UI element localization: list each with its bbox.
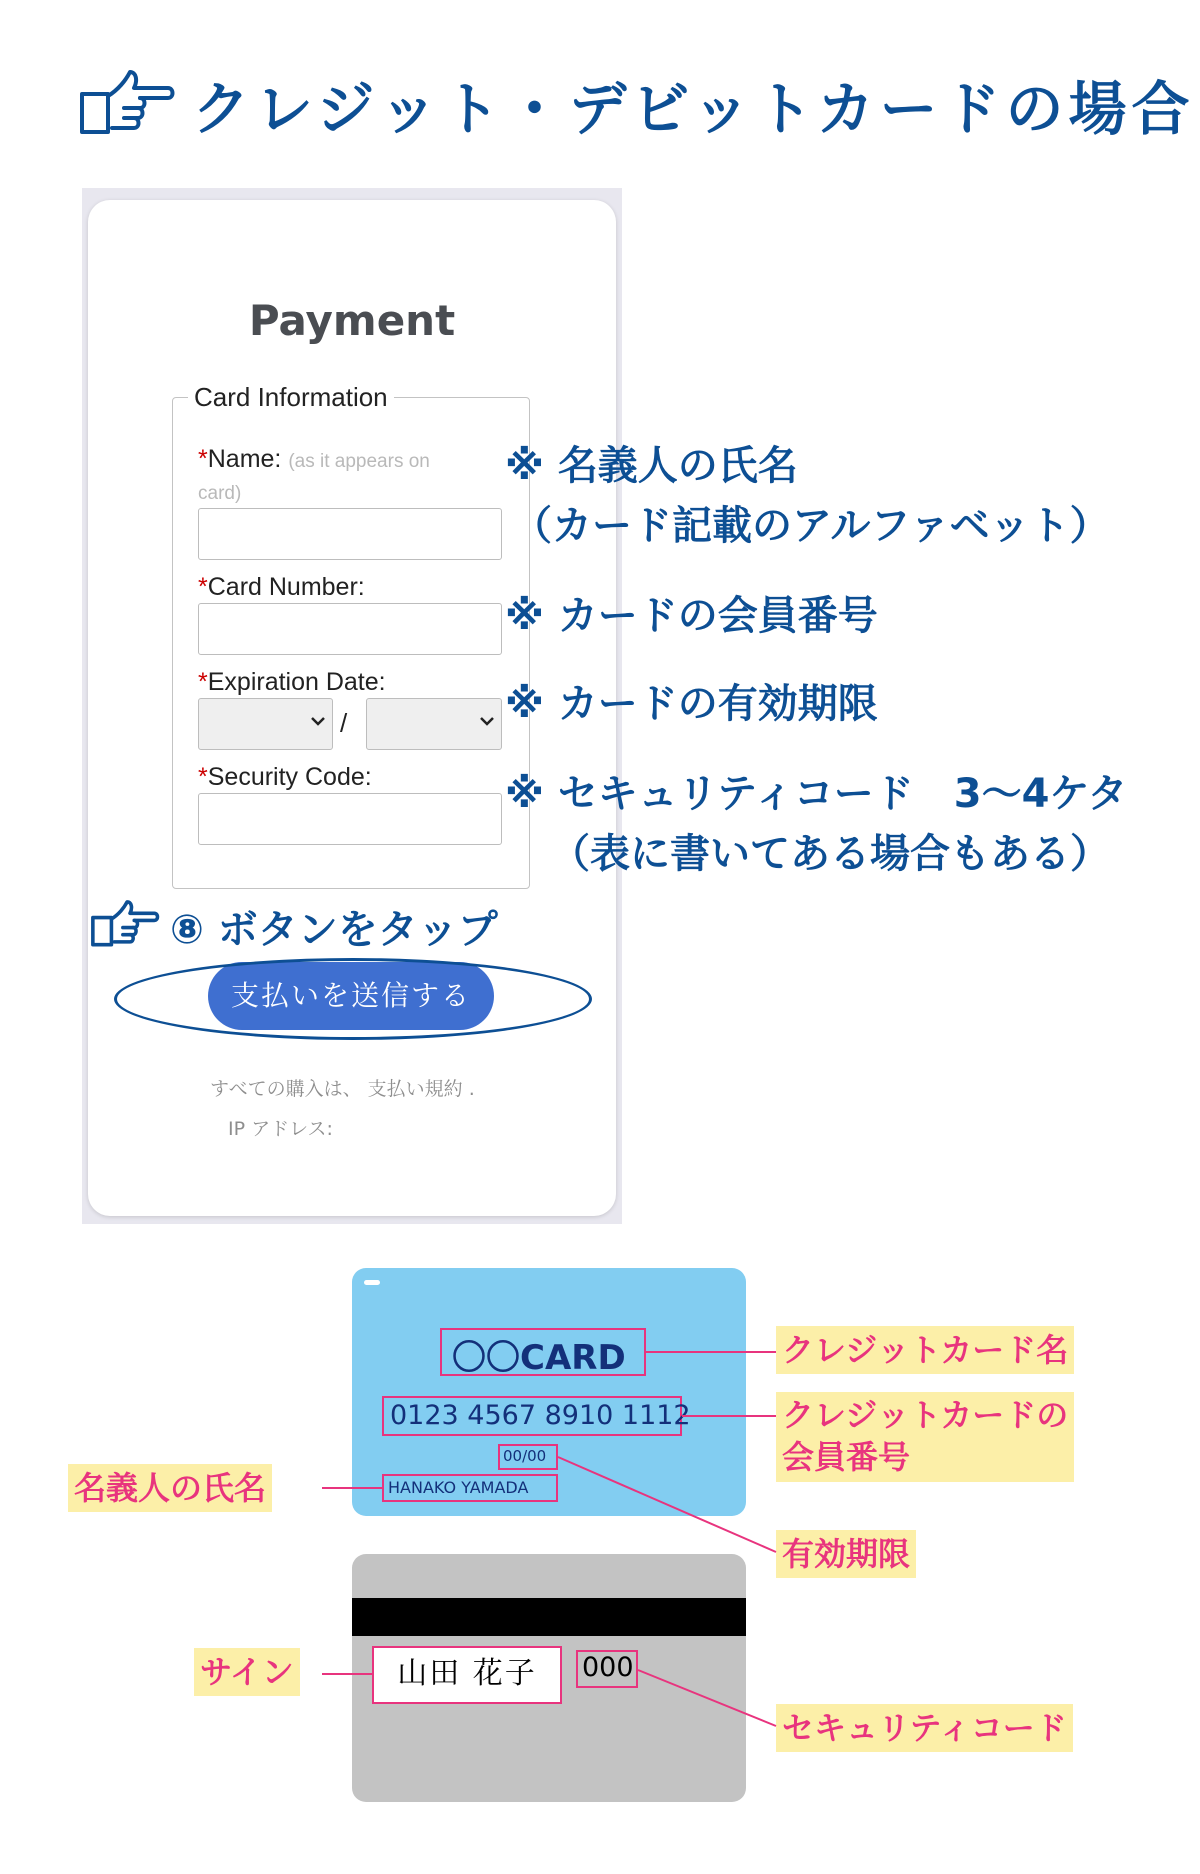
- signature-panel: 山田 花子: [372, 1646, 562, 1704]
- terms-text: すべての購入は、 支払い規約 .: [210, 1078, 475, 1100]
- payment-title: Payment: [248, 296, 456, 345]
- submit-payment-button[interactable]: 支払いを送信する: [208, 962, 494, 1030]
- fieldset-legend: Card Information: [188, 382, 394, 413]
- security-code-text: 000: [582, 1652, 634, 1683]
- expiration-slash: /: [340, 708, 348, 738]
- security-code-callout: セキュリティコード: [776, 1704, 1073, 1752]
- name-hint: (as it appears on: [288, 451, 430, 472]
- card-number-label: *Card Number:: [198, 573, 365, 601]
- expiry-callout: 有効期限: [776, 1530, 916, 1578]
- security-code-note: ※ セキュリティコード 3〜4ケタ: [505, 771, 1128, 817]
- card-number-callout: クレジットカードの 会員番号: [776, 1392, 1074, 1482]
- ip-address-text: IP アドレス:: [228, 1118, 333, 1140]
- holder-callout: 名義人の氏名: [68, 1464, 272, 1512]
- name-hint-continued: card): [198, 483, 242, 504]
- card-number-text: 0123 4567 8910 1112: [390, 1400, 691, 1431]
- expiration-label: *Expiration Date:: [198, 668, 386, 696]
- name-note: ※ 名義人の氏名: [505, 443, 798, 489]
- name-label: *Name: (as it appears on: [198, 445, 430, 473]
- expiry-text: 00/00: [503, 1447, 547, 1465]
- security-code-note-sub: （表に書いてある場合もある）: [550, 831, 1110, 877]
- expiration-note: ※ カードの有効期限: [505, 681, 878, 727]
- name-note-sub: （カード記載のアルファベット）: [512, 503, 1110, 549]
- security-code-label: *Security Code:: [198, 763, 372, 791]
- tap-button-note: ⑧ ボタンをタップ: [170, 907, 498, 953]
- signature-callout: サイン: [194, 1648, 300, 1696]
- holder-text: HANAKO YAMADA: [388, 1478, 529, 1497]
- card-brand-name: 〇〇CARD: [452, 1338, 626, 1378]
- card-name-callout: クレジットカード名: [776, 1326, 1074, 1374]
- required-mark: *: [198, 445, 208, 473]
- page-heading: クレジット・デビットカードの場合: [192, 75, 1195, 143]
- card-number-note: ※ カードの会員番号: [505, 593, 878, 639]
